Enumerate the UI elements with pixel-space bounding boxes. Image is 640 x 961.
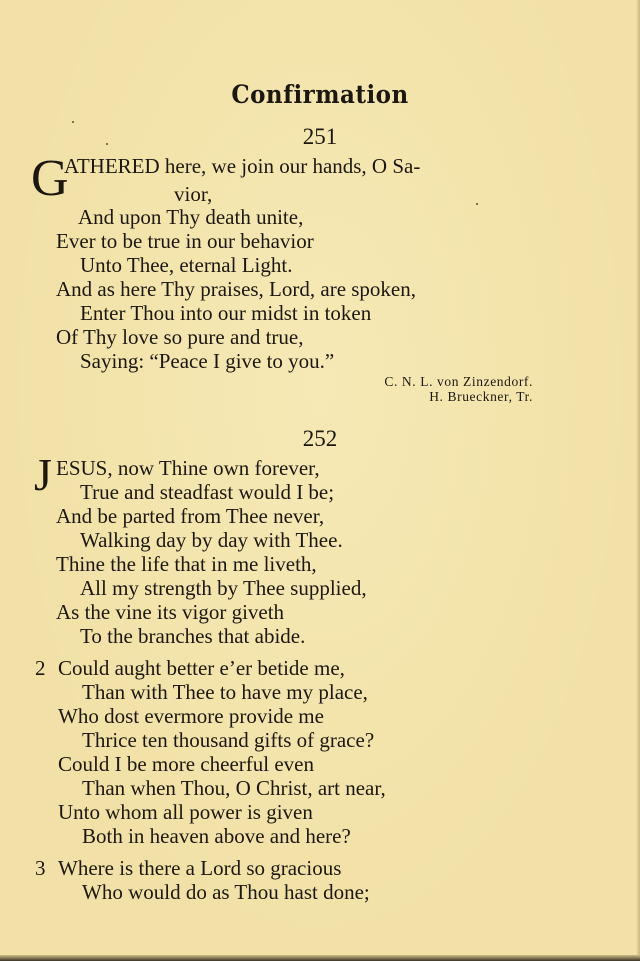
hymn-252-verse1-line: True and steadfast would I be;	[80, 480, 335, 504]
dropcap-g: G	[31, 150, 69, 207]
hymn-252-verse2-line: Than when Thou, O Christ, art near,	[82, 776, 386, 800]
section-title: Confirmation	[231, 80, 409, 109]
hymn-251-line: Saying: “Peace I give to you.”	[80, 349, 335, 373]
hymn-252-verse2-line: Than with Thee to have my place,	[82, 680, 368, 704]
verse-number-2: 2	[35, 656, 46, 680]
hymn-251-first-line-cont: vior,	[174, 182, 213, 206]
hymn-251-translator: H. Brueckner, Tr.	[429, 389, 533, 404]
hymn-252-verse1-line: All my strength by Thee supplied,	[80, 576, 367, 600]
hymn-252-verse2-line: Could I be more cheerful even	[58, 752, 314, 776]
paper-speck	[106, 143, 108, 145]
hymn-251-line: And as here Thy praises, Lord, are spoken,	[56, 277, 417, 301]
hymn-252-verse3-line: Where is there a Lord so gracious	[58, 856, 342, 880]
hymn-252-verse2-line: Both in heaven above and here?	[82, 824, 351, 848]
verse-number-3: 3	[35, 856, 46, 880]
page-bottom-edge	[0, 955, 640, 961]
paper-speck	[72, 121, 74, 123]
hymn-252-verse2-line: Thrice ten thousand gifts of grace?	[82, 728, 375, 752]
hymn-252-verse1-line: And be parted from Thee never,	[56, 504, 325, 528]
hymn-252-first-line: ESUS, now Thine own forever,	[56, 456, 320, 480]
hymn-number-252: 252	[302, 426, 338, 451]
hymn-251-first-line: ATHERED here, we join our hands, O Sa-	[64, 154, 421, 178]
page-right-edge	[636, 0, 640, 961]
hymn-252-verse3-line: Who would do as Thou hast done;	[82, 880, 370, 904]
hymn-251-author: C. N. L. von Zinzendorf.	[384, 374, 533, 389]
hymn-252-verse2-line: Unto whom all power is given	[58, 800, 313, 824]
hymn-252-verse1-line: Walking day by day with Thee.	[80, 528, 343, 552]
hymn-251-line: Enter Thou into our midst in token	[80, 301, 372, 325]
hymn-number-251: 251	[302, 124, 338, 149]
hymn-252-verse2-line: Could aught better e’er betide me,	[58, 656, 345, 680]
paper-speck	[476, 203, 478, 205]
hymn-251-line: Unto Thee, eternal Light.	[80, 253, 293, 277]
hymn-251-line: And upon Thy death unite,	[78, 205, 304, 229]
hymn-252-verse1-line: Thine the life that in me liveth,	[56, 552, 317, 576]
dropcap-j: J	[34, 449, 52, 500]
hymn-252-verse1-line: To the branches that abide.	[80, 624, 306, 648]
hymn-251-line: Ever to be true in our behavior	[56, 229, 314, 253]
hymn-252-verse1-line: As the vine its vigor giveth	[56, 600, 285, 624]
hymn-252-verse2-line: Who dost evermore provide me	[58, 704, 324, 728]
hymn-251-line: Of Thy love so pure and true,	[56, 325, 304, 349]
